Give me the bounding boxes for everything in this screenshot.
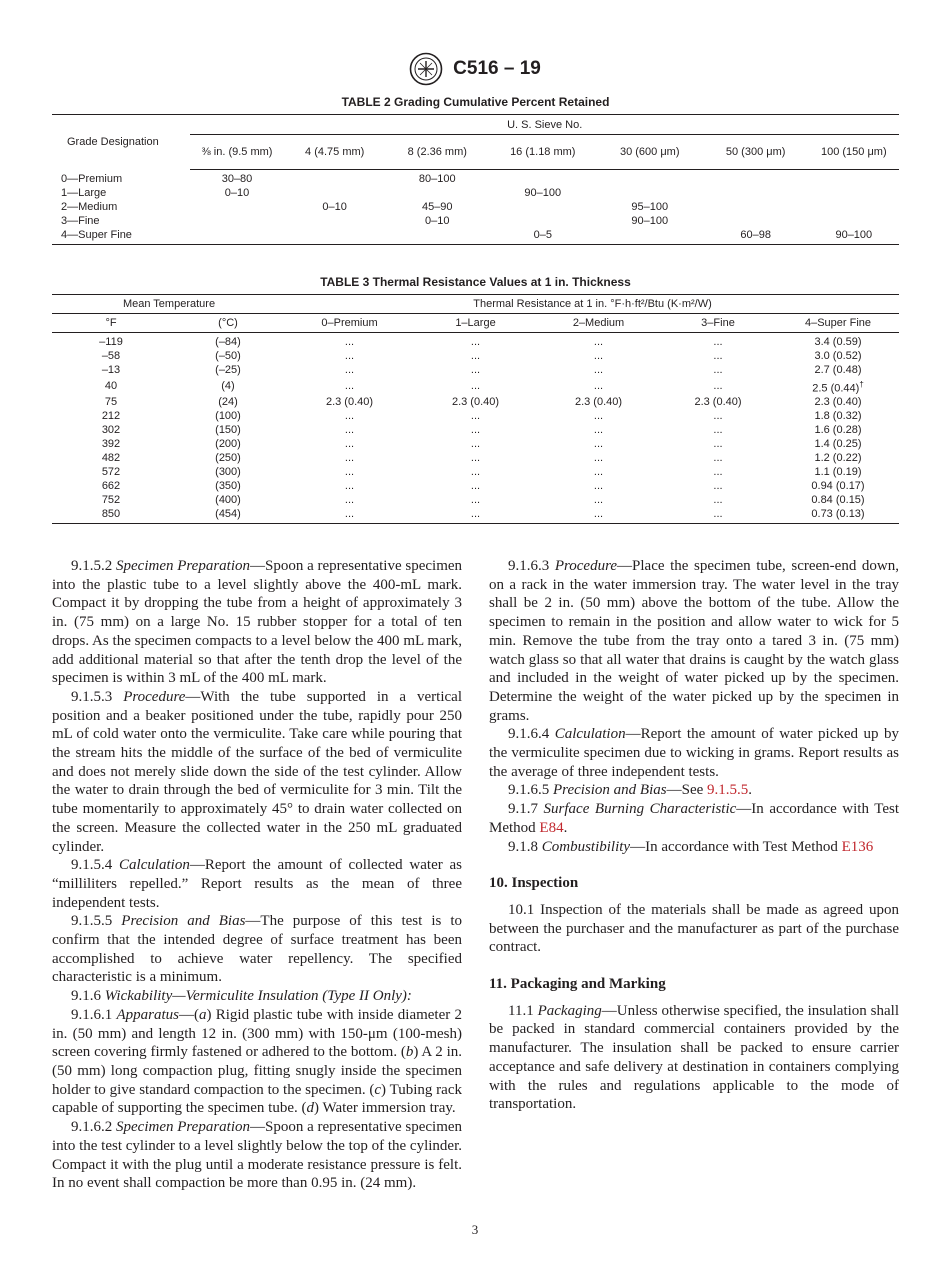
table-cell: ...	[344, 479, 355, 492]
column-header: °F	[52, 314, 170, 333]
table-cell	[190, 228, 283, 245]
table-row	[52, 214, 899, 228]
section-heading-inspection: 10. Inspection	[489, 875, 579, 892]
table-cell: (–50)	[215, 349, 241, 362]
table-row	[52, 424, 899, 438]
table-cell: –119	[99, 336, 123, 348]
table-row	[52, 170, 899, 187]
table-cell: 2.3 (0.40)	[574, 396, 623, 409]
table-cell	[284, 170, 386, 187]
paragraph: 9.1.5.2 Specimen Preparation—Spoon a representative specimen into the plastic tube to a level slightly above the 400-mL mark. Compact it by dropping the tube from a height of approximately 3 in. (75 mm) on a large No. 15 rubber stopper for a total of ten drops. As the specimen compacts to a level below the 400 mL mark, add additional material so that after the tenth drop the level of the specimen is within 3 mL of the 400 mL mark.	[52, 558, 463, 687]
thermal-table-body	[52, 333, 899, 524]
table-cell: ...	[470, 451, 481, 464]
astm-logo-icon	[409, 52, 443, 86]
table-cell: 3.4 (0.59)	[814, 336, 862, 348]
table-cell	[284, 186, 386, 200]
table-cell: ...	[593, 349, 604, 362]
column-header: 4–Super Fine	[777, 314, 899, 333]
table-cell: 95–100	[631, 201, 669, 213]
table-cell: 45–90	[421, 201, 453, 213]
table-row	[52, 410, 899, 424]
table3-caption: TABLE 3 Thermal Resistance Values at 1 in. Thickness	[320, 275, 631, 289]
table-cell: ...	[593, 438, 604, 450]
table-row	[52, 200, 899, 214]
table-cell: (4)	[221, 380, 235, 393]
table-cell: ...	[593, 410, 604, 423]
e84-link[interactable]: E84	[539, 819, 564, 836]
grade-designation-header: Grade Designation	[52, 115, 190, 170]
paragraph: 9.1.6 Wickability—Vermiculite Insulation (Type II Only):	[71, 988, 412, 1005]
table-cell: ...	[659, 508, 777, 524]
table-cell: ...	[470, 438, 481, 450]
table-cell: 392	[101, 438, 121, 450]
table-cell: ...	[344, 349, 355, 362]
paragraph: 9.1.6.5 Precision and Bias—See 9.1.5.5.	[508, 782, 753, 799]
table-cell: 0–5	[489, 228, 597, 245]
table-cell: 80–100	[418, 173, 456, 185]
table-cell	[386, 228, 489, 245]
table-cell	[190, 200, 283, 214]
paragraph: 9.1.5.4 Calculation—Report the amount of collected water as “milliliters repelled.” Report results as the mean of three independent tests.	[52, 857, 463, 911]
page-header	[0, 52, 950, 86]
table-cell: (–25)	[215, 363, 241, 376]
table-cell: ...	[593, 451, 604, 464]
page-number: 3	[471, 1222, 479, 1237]
table-cell: 572	[101, 465, 121, 478]
table-cell	[809, 186, 899, 200]
table-cell	[809, 200, 899, 214]
table-cell	[489, 214, 597, 228]
paragraph: 9.1.6.2 Specimen Preparation—Spoon a representative specimen into the test cylinder to a level slightly below the top of the cylinder. Compact it with the plug until a moderate resistance pressure is felt. In no event shall compaction be more than 0.95 in. (24 mm).	[52, 1119, 463, 1192]
table-row	[52, 438, 899, 452]
table-cell: ...	[593, 363, 604, 376]
table-cell: ...	[593, 380, 604, 393]
table-row	[52, 350, 899, 364]
table-row	[52, 186, 899, 200]
left-column	[52, 557, 462, 1193]
table-cell	[809, 214, 899, 228]
table-cell: (–84)	[215, 336, 241, 348]
grade-cell: 0—Premium	[61, 172, 123, 185]
table-cell	[597, 186, 703, 200]
table-cell: ...	[593, 479, 604, 492]
grade-cell: 4—Super Fine	[52, 228, 190, 245]
paragraph: 9.1.6.1 Apparatus—(a) Rigid plastic tube with inside diameter 2 in. (50 mm) and length 12 in. (300 mm) with 150-μm (100-mesh) screen covering firmly fastened or adhered to the bottom. (b) A 2 in. (50 mm) long compaction plug, fitting snugly inside the specimen holder to give standard compaction to the specimen. (c) Tubing rack capable of supporting the specimen tube. (d) Water immersion tray.	[52, 1006, 463, 1117]
table-row	[52, 228, 899, 245]
paragraph: 9.1.6.3 Procedure—Place the specimen tube, screen-end down, on a rack in the water immersion tray. The water level in the tray shall be 2 in. (50 mm) above the bottom of the tube. Allow the specimen to remain in the position and allow water to wick for 5 min. Remove the tube from the tray onto a tared 3 in. (75 mm) watch glass so that all water that drains is caught by the watch glass and included in the weight of water picked up by the specimen. Determine the weight of the water picked up by the specimen in grams.	[489, 558, 899, 724]
table-cell: 0.94 (0.17)	[811, 479, 865, 492]
table-cell: 1.4 (0.25)	[814, 438, 862, 450]
table-cell: ...	[593, 336, 604, 348]
section-heading-packaging: 11. Packaging and Marking	[489, 976, 666, 993]
table-cell: 302	[101, 424, 121, 437]
table-cell: ...	[344, 493, 355, 506]
column-header: 2–Medium	[538, 314, 659, 333]
table-cell: ...	[713, 380, 723, 393]
table-row	[52, 396, 899, 410]
table-cell: (400)	[215, 493, 241, 506]
table-row	[52, 333, 899, 350]
table-cell: ...	[713, 363, 723, 376]
table-cell: ...	[470, 424, 481, 437]
grade-cell: 1—Large	[61, 187, 107, 199]
table-cell: 2.3 (0.40)	[814, 396, 862, 409]
table-cell: ...	[470, 363, 481, 376]
table-cell: ...	[593, 493, 604, 506]
thermal-resistance-header: Thermal Resistance at 1 in. °F·h·ft²/Btu (K·m²/W)	[286, 295, 899, 314]
table-cell: 2.3 (0.40)	[694, 396, 742, 409]
standard-designation: C516 – 19	[453, 58, 541, 79]
table-cell: –58	[101, 349, 121, 362]
table-row	[52, 466, 899, 480]
table-cell: (200)	[215, 438, 241, 450]
table-cell	[489, 170, 597, 187]
table-cell: –13	[101, 363, 121, 376]
table-cell: 90–100	[524, 187, 562, 199]
table-row	[52, 364, 899, 378]
table-cell: ...	[593, 424, 604, 437]
table-cell: (100)	[215, 410, 241, 423]
table-cell: ...	[538, 508, 659, 524]
section-link[interactable]: 9.1.5.5	[707, 782, 749, 799]
table-cell: ...	[344, 451, 355, 464]
table-cell: (300)	[215, 465, 241, 478]
table-cell: ...	[470, 380, 481, 393]
sieve-group-header: U. S. Sieve No.	[190, 115, 899, 135]
sieve-header: 16 (1.18 mm)	[489, 135, 597, 170]
table-cell: 2.3 (0.40)	[325, 396, 374, 409]
table-cell: 0–10	[425, 215, 450, 227]
sieve-header: 50 (300 μm)	[703, 135, 809, 170]
table-cell: ...	[470, 465, 481, 478]
table-cell: ...	[713, 410, 723, 423]
table-cell: 1.8 (0.32)	[814, 410, 862, 423]
table-cell: ...	[713, 493, 723, 506]
table-cell: ...	[344, 363, 355, 376]
paragraph: 11.1 Packaging—Unless otherwise specified, the insulation shall be packed in standard commercial containers provided by the manufacturer. The insulation shall be packed to ensure carrier acceptance and safe delivery at destination in containers complying with the rules and regulations applicable to the mode of transportation.	[489, 1002, 900, 1113]
e136-link[interactable]: E136	[841, 838, 874, 855]
thermal-resistance-table	[52, 294, 899, 524]
column-header: 3–Fine	[659, 314, 777, 333]
table-cell	[597, 170, 703, 187]
table-cell: ...	[344, 465, 355, 478]
table-cell: 482	[101, 451, 121, 464]
sieve-header: 100 (150 μm)	[809, 135, 899, 170]
table-cell: ...	[344, 336, 355, 348]
table-cell: 1.1 (0.19)	[814, 465, 862, 478]
table-cell	[190, 214, 283, 228]
table-row	[52, 508, 899, 524]
grading-table	[52, 114, 899, 245]
sieve-header: ⅜ in. (9.5 mm)	[190, 135, 283, 170]
table-cell: ...	[344, 410, 355, 423]
table-cell: 90–100	[809, 228, 899, 245]
table-cell	[703, 200, 809, 214]
table-cell: 1.6 (0.28)	[814, 424, 862, 437]
sieve-header: 8 (2.36 mm)	[386, 135, 489, 170]
table-cell: 2.7 (0.48)	[814, 363, 862, 376]
table-cell: 0–10	[224, 187, 250, 199]
table2-caption: TABLE 2 Grading Cumulative Percent Retained	[341, 95, 610, 109]
right-column	[489, 557, 899, 1114]
table-cell: ...	[713, 349, 723, 362]
table-cell: ...	[713, 336, 723, 348]
table-cell	[489, 200, 597, 214]
grade-cell: 2—Medium	[61, 201, 118, 213]
table-cell: 60–98	[703, 228, 809, 245]
table-cell: ...	[344, 424, 355, 437]
paragraph: 9.1.5.3 Procedure—With the tube supported in a vertical position and a beaker positioned under the tube, rapidly pour 250 mL of cold water onto the vermiculite. Take care while pouring that the stream hits the middle of the surface of the bed of vermiculite and does not merely slide down the side of the test cylinder. Allow the water to drain through the bed of vermiculite for 3 min. Tilt the tube momentarily to approximately 45° to drain water collected on the screen. Measure the collected water in the 250 mL graduated cylinder.	[52, 688, 462, 855]
table-cell: 752	[101, 493, 121, 506]
table-cell: ...	[713, 424, 723, 437]
table-cell: 3.0 (0.52)	[814, 349, 862, 362]
table-cell: (350)	[215, 479, 241, 492]
table-cell	[597, 228, 703, 245]
table-cell: 0–10	[322, 201, 347, 213]
sieve-header: 30 (600 μm)	[597, 135, 703, 170]
table-cell: 662	[101, 479, 121, 492]
paragraph: 9.1.8 Combustibility—In accordance with Test Method E136	[508, 838, 874, 855]
table-cell: ...	[713, 479, 723, 492]
table-cell: ...	[470, 479, 481, 492]
table-cell: 40	[104, 380, 118, 393]
grading-table-body	[52, 170, 899, 245]
column-header: 0–Premium	[286, 314, 413, 333]
table-cell: 75	[104, 396, 118, 409]
table-cell: ...	[413, 508, 538, 524]
table-cell: 212	[101, 410, 121, 423]
paragraph: 9.1.5.5 Precision and Bias—The purpose of this test is to confirm that the intended degree of surface treatment has been accomplished to achieve water repellency. The specified characteristic is a minimum.	[52, 913, 463, 986]
paragraph: 10.1 Inspection of the materials shall be made as agreed upon between the purchaser and the manufacturer as part of the purchase contract.	[489, 901, 899, 956]
table-cell: (250)	[215, 451, 241, 464]
table-cell: ...	[286, 508, 413, 524]
table-row	[52, 480, 899, 494]
table-row	[52, 378, 899, 397]
table-cell	[284, 228, 386, 245]
table-cell: (150)	[215, 424, 241, 437]
table-cell: (454)	[170, 508, 286, 524]
table-cell: ...	[713, 438, 723, 450]
table-cell	[703, 186, 809, 200]
table-cell: ...	[470, 349, 481, 362]
paragraph: 9.1.6.4 Calculation—Report the amount of water picked up by the vermiculite specimen due to wicking in grams. Report results as the average of three independent tests.	[489, 726, 899, 780]
table-cell: 2.5 (0.44)†	[812, 379, 864, 395]
table-cell: ...	[593, 465, 604, 478]
table-cell	[703, 170, 809, 187]
table-cell: 0.73 (0.13)	[777, 508, 899, 524]
table-cell: 2.3 (0.40)	[451, 396, 500, 409]
table-cell	[284, 214, 386, 228]
footnote-mark: †	[859, 379, 864, 389]
table-cell	[703, 214, 809, 228]
table-cell: 90–100	[631, 215, 669, 227]
column-header: 1–Large	[413, 314, 538, 333]
table-cell: 850	[52, 508, 170, 524]
table-cell: ...	[470, 410, 481, 423]
paragraph: 9.1.7 Surface Burning Characteristic—In accordance with Test Method E84.	[489, 801, 900, 836]
table-row	[52, 452, 899, 466]
column-header: (°C)	[170, 314, 286, 333]
table-cell: (24)	[218, 396, 238, 409]
table-cell: 30–80	[221, 173, 253, 185]
table-cell: ...	[344, 438, 355, 450]
table-row	[52, 494, 899, 508]
table-cell: 0.84 (0.15)	[811, 493, 865, 506]
table-cell: 1.2 (0.22)	[814, 451, 862, 464]
table-cell: ...	[713, 451, 723, 464]
table-cell: ...	[713, 465, 723, 478]
mean-temperature-header: Mean Temperature	[52, 295, 286, 314]
table-cell	[386, 186, 489, 200]
table-cell: ...	[344, 380, 355, 393]
grade-cell: 3—Fine	[61, 215, 100, 227]
sieve-header: 4 (4.75 mm)	[284, 135, 386, 170]
table-cell	[809, 170, 899, 187]
table-cell: ...	[470, 336, 481, 348]
table-cell: ...	[470, 493, 481, 506]
